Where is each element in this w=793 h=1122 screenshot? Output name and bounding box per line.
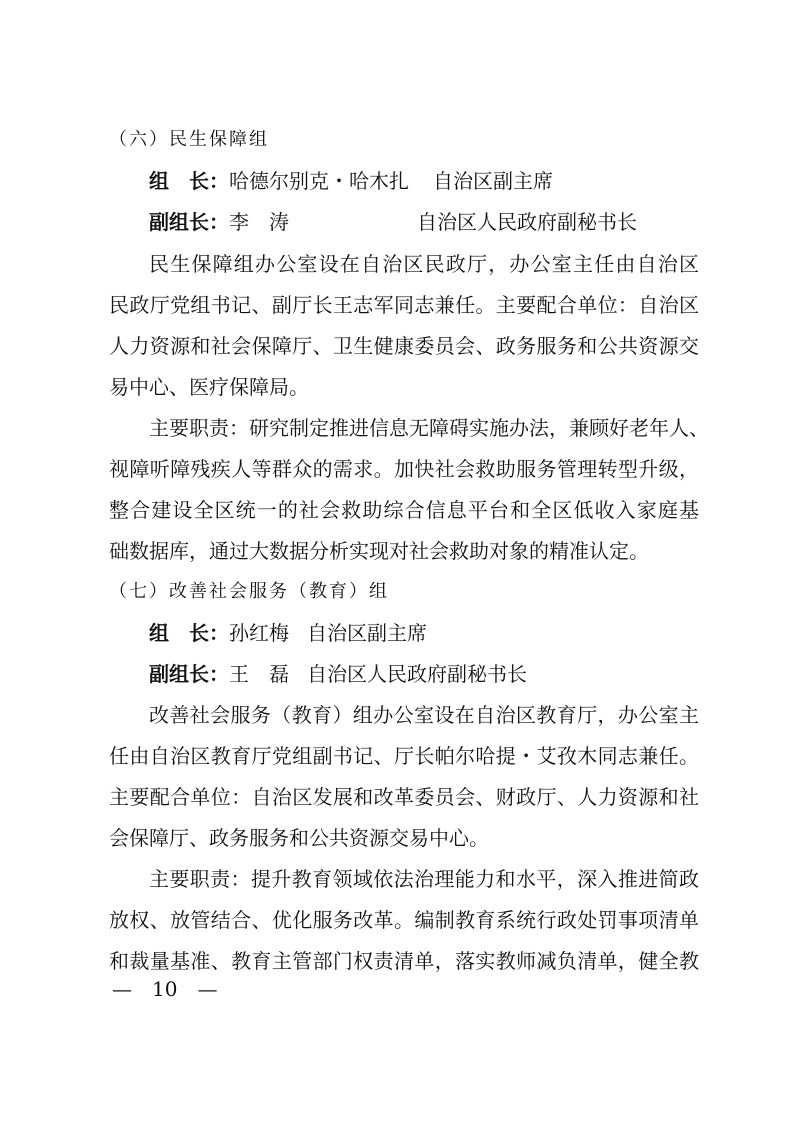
deputy-name: 李 涛 <box>229 210 289 234</box>
deputy-title: 自治区人民政府副秘书长 <box>307 662 527 686</box>
paragraph-line: 视障听障残疾人等群众的需求。加快社会救助服务管理转型升级， <box>109 457 699 481</box>
section-heading-7: （七）改善社会服务（教育）组 <box>109 581 389 602</box>
paragraph-line: 人力资源和社会保障厅、卫生健康委员会、政务服务和公共资源交 <box>109 334 699 358</box>
leader-label: 组 长： <box>149 169 229 193</box>
paragraph-line: 改善社会服务（教育）组办公室设在自治区教育厅，办公室主 <box>149 703 699 727</box>
paragraph-line: 整合建设全区统一的社会救助综合信息平台和全区低收入家庭基 <box>109 498 699 522</box>
leader-name: 孙红梅 <box>229 621 289 645</box>
paragraph-line: 主要职责：研究制定推进信息无障碍实施办法，兼顾好老年人、 <box>149 416 709 440</box>
page-number-dash-left: — <box>112 977 132 1001</box>
paragraph-line: 民生保障组办公室设在自治区民政厅，办公室主任由自治区 <box>149 252 699 276</box>
paragraph-line: 任由自治区教育厅党组副书记、厅长帕尔哈提・艾孜木同志兼任。 <box>109 744 699 768</box>
paragraph-line: 易中心、医疗保障局。 <box>109 375 309 399</box>
deputy-row-7 <box>109 661 699 687</box>
page-number <box>112 976 217 1002</box>
section-heading-6: （六）民生保障组 <box>109 129 269 150</box>
page-number-dash-right: — <box>197 977 218 1001</box>
leader-title: 自治区副主席 <box>433 169 553 193</box>
deputy-label: 副组长： <box>149 662 229 686</box>
deputy-title: 自治区人民政府副秘书长 <box>417 210 637 234</box>
paragraph-line: 主要职责：提升教育领域依法治理能力和水平，深入推进简政 <box>149 867 699 891</box>
page-number-value: 10 <box>152 977 178 1001</box>
paragraph-line: 民政厅党组书记、副厅长王志军同志兼任。主要配合单位：自治区 <box>109 293 699 317</box>
paragraph-line: 础数据库，通过大数据分析实现对社会救助对象的精准认定。 <box>109 539 649 563</box>
paragraph-line: 会保障厅、政务服务和公共资源交易中心。 <box>109 826 489 850</box>
leader-row-7 <box>109 620 699 646</box>
deputy-name: 王 磊 <box>229 662 289 686</box>
leader-title: 自治区副主席 <box>307 621 427 645</box>
paragraph-line: 主要配合单位：自治区发展和改革委员会、财政厅、人力资源和社 <box>109 785 699 809</box>
paragraph-line: 和裁量基准、教育主管部门权责清单，落实教师减负清单，健全教 <box>109 949 699 973</box>
deputy-label: 副组长： <box>149 210 229 234</box>
paragraph-line: 放权、放管结合、优化服务改革。编制教育系统行政处罚事项清单 <box>109 908 699 932</box>
deputy-row-6 <box>109 209 699 235</box>
leader-name: 哈德尔别克・哈木扎 <box>229 169 409 193</box>
leader-label: 组 长： <box>149 621 229 645</box>
leader-row-6 <box>109 168 699 194</box>
